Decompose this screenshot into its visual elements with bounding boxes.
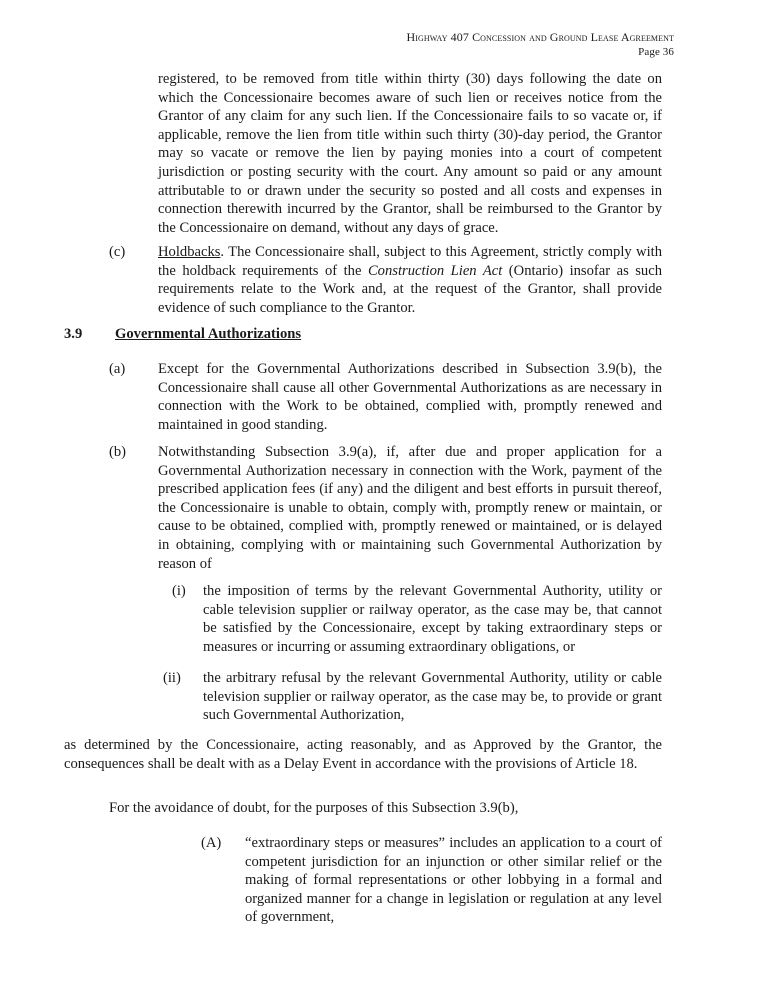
section-title: Governmental Authorizations	[115, 326, 302, 342]
item-ii-paragraph: the arbitrary refusal by the relevant Governmental Authority, utility or cable television supplier or railway operator, as the case may be, to provide or grant such Governmental Authorization,	[203, 670, 662, 724]
item-c-label: (c)	[109, 244, 126, 260]
item-i-label: (i)	[172, 583, 186, 599]
item-b-paragraph: Notwithstanding Subsection 3.9(a), if, after due and proper application for a Governmental Authorization necessary in connection with the Work, payment of the prescribed application fees (if any) and the diligent and best efforts in pursuit thereof, the Concessionaire is unable to obtain, comply with, promptly renew or maintain, or cause to be obtained, complied with, promptly renewed or maintained, or is delayed in obtaining, complying with or maintaining such Governmental Authorization by reason of	[158, 444, 662, 572]
section-number: 3.9	[64, 326, 83, 342]
item-A-paragraph: “extraordinary steps or measures” includes an application to a court of competent jurisdiction for an injunction or other similar relief or the making of formal representations or other lobbying in a formal and organized manner for a change in legislation or regulation at any level of government,	[245, 835, 662, 926]
item-c-text-2: (Ontario) insofar as such requirements relate to the Work and, at the request of the Grantor, shall provide evidence of such compliance to the Grantor.	[158, 262, 662, 316]
avoidance-paragraph: For the avoidance of doubt, for the purposes of this Subsection 3.9(b),	[109, 800, 519, 816]
page-number: Page 36	[638, 46, 674, 58]
item-b-label: (b)	[109, 444, 127, 460]
item-A-label: (A)	[201, 835, 222, 851]
item-c-text-1: . The Concessionaire shall, subject to this Agreement, strictly comply with the holdback requirements of the	[158, 244, 662, 279]
page-header	[407, 30, 675, 60]
item-a-paragraph: Except for the Governmental Authorizations described in Subsection 3.9(b), the Concessionaire shall cause all other Governmental Authorizations as are necessary in connection with the Work to be obtained, complied with, promptly renewed and maintained in good standing.	[158, 361, 662, 433]
item-a-label: (a)	[109, 361, 126, 377]
construction-lien-act: Construction Lien Act	[367, 262, 503, 279]
continuation-paragraph: registered, to be removed from title within thirty (30) days following the date on which the Concessionaire becomes aware of such lien or receives notice from the Grantor of any claim for any such lien. If the Concessionaire fails to so vacate or, if applicable, remove the lien from title within such thirty (30)-day period, the Grantor may so vacate or remove the lien by paying monies into a court of competent jurisdiction or posting security with the court. Any amount so paid or any amount attributable to or drawn under the security so posted and all costs and expenses in connection therewith incurred by the Grantor, shall be reimbursed to the Grantor by the Concessionaire on demand, without any days of grace.	[158, 71, 662, 236]
document-title: Highway 407 Concession and Ground Lease Agreement	[406, 30, 674, 44]
item-i-paragraph: the imposition of terms by the relevant Governmental Authority, utility or cable television supplier or railway operator, as the case may be, that cannot be satisfied by the Concessionaire, except by taking extraordinary steps or measures or incurring or assuming extraordinary obligations, or	[203, 583, 662, 655]
item-ii-label: (ii)	[163, 670, 181, 686]
item-c-paragraph	[158, 243, 662, 317]
determined-paragraph: as determined by the Concessionaire, acting reasonably, and as Approved by the Grantor, the consequences shall be dealt with as a Delay Event in accordance with the provisions of Article 18.	[64, 737, 662, 772]
holdbacks-heading: Holdbacks	[158, 244, 221, 260]
